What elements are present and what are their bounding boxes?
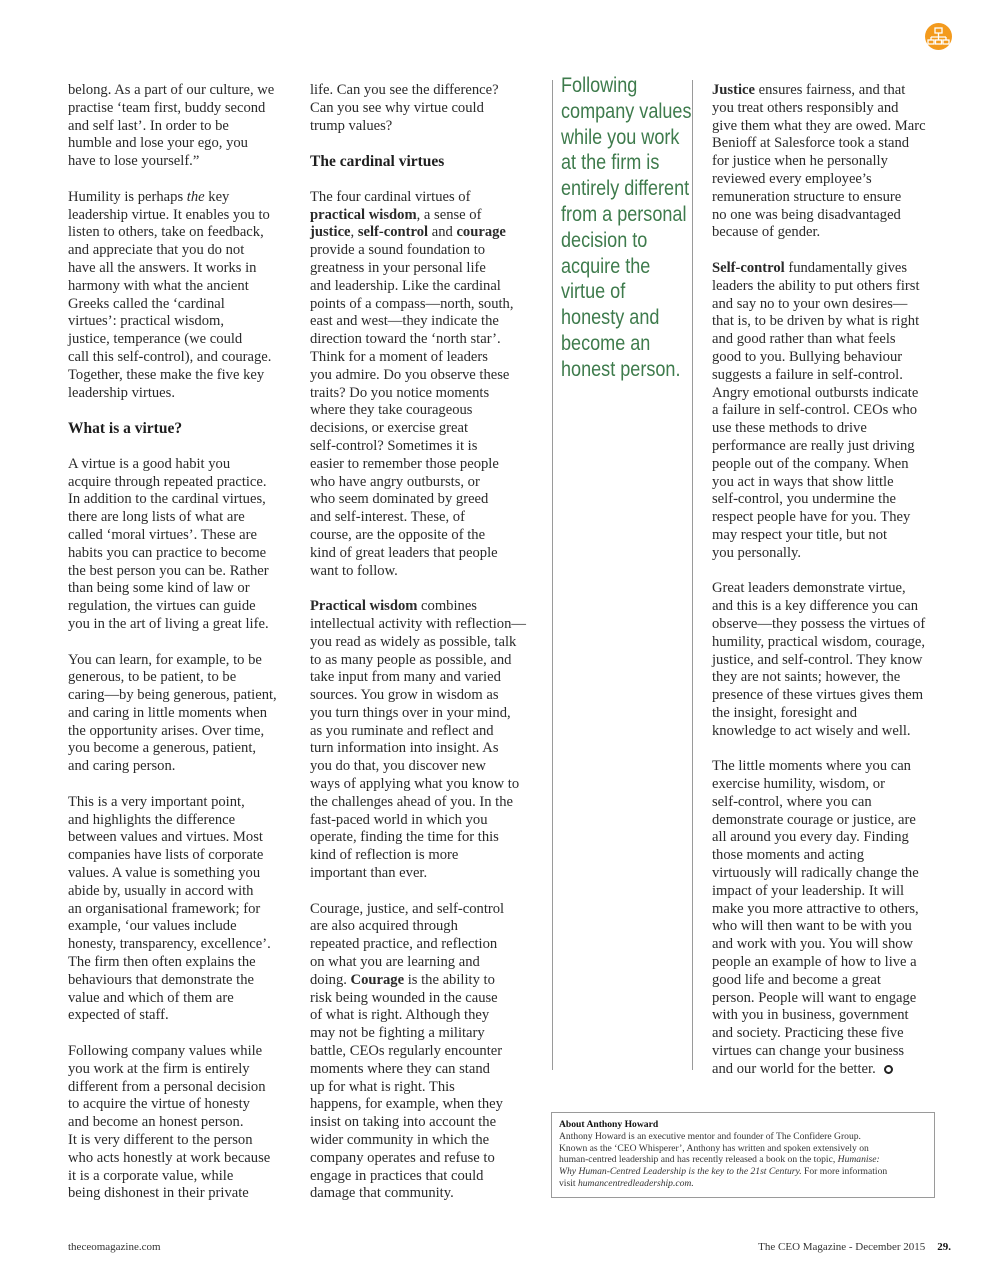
text-line: The four cardinal virtues of xyxy=(310,188,471,205)
text-line xyxy=(310,883,542,901)
italic-text: humancentredleadership.com. xyxy=(577,1177,694,1189)
pull-quote-line: decision to xyxy=(561,227,648,252)
text-line: and our world for the better. xyxy=(712,1061,944,1079)
text-line: you read as widely as possible, talk xyxy=(310,633,517,650)
text-line: Following company values while xyxy=(68,1043,263,1060)
footer-site: theceomagazine.com xyxy=(68,1241,161,1253)
text-line: decisions, or exercise great xyxy=(310,420,469,437)
text-line xyxy=(68,402,300,420)
text-line: humble and lose your ego, you xyxy=(68,135,248,152)
text-line: being dishonest in their private xyxy=(68,1185,249,1202)
text-line: self-control, where you can xyxy=(712,793,872,810)
text-line: value and which of them are xyxy=(68,989,234,1006)
text-line: You can learn, for example, to be xyxy=(68,651,262,668)
text-line: the insight, foresight and xyxy=(712,704,858,721)
text-line: behaviours that demonstrate the xyxy=(68,971,255,988)
author-bio-line: Known as the ‘CEO Whisperer’, Anthony has written and spoken extensively on xyxy=(559,1142,869,1154)
text-line: virtues can change your business xyxy=(712,1043,905,1060)
text-line: you work at the firm is entirely xyxy=(68,1060,250,1077)
text-line: greatness in your personal life xyxy=(310,259,486,276)
pull-quote-line: acquire the xyxy=(561,253,651,278)
author-bio-line: Why Human-Centred Leadership is the key to the 21st Century. For more information xyxy=(559,1166,888,1178)
text-line: belong. As a part of our culture, we xyxy=(68,82,275,98)
text-line: kind of reflection is more xyxy=(310,847,459,864)
text-line: and self last’. In order to be xyxy=(68,117,229,134)
text-line: and self-interest. These, of xyxy=(310,509,465,526)
article-column-1 xyxy=(68,82,300,1203)
text-line: who will then want to be with you xyxy=(712,918,912,935)
text-line: you treat others responsibly and xyxy=(712,99,899,116)
text-line xyxy=(68,634,300,652)
text-line: where they take courageous xyxy=(310,402,473,419)
text-line: easier to remember those people xyxy=(310,455,499,472)
text-line: good to you. Bullying behaviour xyxy=(712,348,903,365)
text-line: Think for a moment of leaders xyxy=(310,348,488,365)
article-column-2 xyxy=(310,82,542,1203)
text-line: traits? Do you notice moments xyxy=(310,384,490,401)
author-bio-line: Anthony Howard is an executive mentor and founder of The Confidere Group. xyxy=(559,1130,861,1142)
text-line: battle, CEOs regularly encounter xyxy=(310,1043,503,1060)
text-line: reviewed every employee’s xyxy=(712,170,872,187)
text-line: with you in business, government xyxy=(712,1007,909,1024)
text-line: This is a very important point, xyxy=(68,793,245,810)
text-line: as you ruminate and reflect and xyxy=(310,722,494,739)
text-line: between values and virtues. Most xyxy=(68,829,263,846)
text-line: a failure in self-control. CEOs who xyxy=(712,402,918,419)
text-line: Greeks called the ‘cardinal xyxy=(68,295,225,312)
text-line: and leadership. Like the cardinal xyxy=(310,277,501,294)
text-line: Practical wisdom combines xyxy=(310,598,477,615)
text-line: direction toward the ‘north star’. xyxy=(310,331,501,348)
text-line: an organisational framework; for xyxy=(68,900,261,917)
text-line: those moments and acting xyxy=(712,847,864,864)
text-line: no one was being disadvantaged xyxy=(712,206,901,223)
text-line xyxy=(310,171,542,189)
text-line: impact of your leadership. It will xyxy=(712,882,905,899)
author-bio-line: visit humancentredleadership.com. xyxy=(559,1177,694,1189)
bold-term: justice xyxy=(310,224,351,241)
text-line: ways of applying what you know to xyxy=(310,776,520,793)
italic-text: Humanise: xyxy=(837,1154,880,1166)
text-line: engage in practices that could xyxy=(310,1167,484,1184)
text-line: up for what is right. This xyxy=(310,1078,455,1095)
text-line: self-control? Sometimes it is xyxy=(310,437,478,454)
text-line: east and west—they indicate the xyxy=(310,313,499,330)
text-line xyxy=(68,171,300,189)
text-line: they are not saints; however, the xyxy=(712,669,901,686)
bold-term: Courage xyxy=(350,971,405,988)
article-column-3 xyxy=(712,82,944,1079)
text-line: justice, and self-control. They know xyxy=(712,651,923,668)
text-line: give them what they are owed. Marc xyxy=(712,117,926,134)
text-line: and caring person. xyxy=(68,758,176,775)
text-line: you personally. xyxy=(712,544,802,561)
text-line: and become an honest person. xyxy=(68,1114,244,1131)
text-line: self-control, you undermine the xyxy=(712,491,896,508)
text-line: abide by, usually in accord with xyxy=(68,882,254,899)
text-line: In addition to the cardinal virtues, xyxy=(68,491,266,508)
text-line: and this is a key difference you can xyxy=(712,598,918,615)
text-line xyxy=(712,563,944,581)
text-line: Great leaders demonstrate virtue, xyxy=(712,580,906,597)
text-line: It is very different to the person xyxy=(68,1132,253,1149)
text-line: remuneration structure to ensure xyxy=(712,188,902,205)
text-line: take input from many and varied xyxy=(310,669,501,686)
text-line: caring—by being generous, patient, xyxy=(68,687,277,704)
text-line: company operates and refuse to xyxy=(310,1149,495,1166)
text-line: are also acquired through xyxy=(310,918,458,935)
text-line xyxy=(310,580,542,598)
text-line xyxy=(68,1025,300,1043)
text-line: Courage, justice, and self-control xyxy=(310,900,505,917)
text-line: damage that community. xyxy=(310,1185,454,1202)
text-line: the best person you can be. Rather xyxy=(68,562,269,579)
text-line: justice, temperance (we could xyxy=(68,331,243,348)
text-line: person. People will want to engage xyxy=(712,989,917,1006)
text-line: who seem dominated by greed xyxy=(310,491,489,508)
text-line: and highlights the difference xyxy=(68,811,236,828)
text-line: practise ‘team first, buddy second xyxy=(68,99,266,116)
text-line: good life and become a great xyxy=(712,971,881,988)
pull-quote xyxy=(561,73,716,383)
italic-text: the xyxy=(186,188,205,205)
text-line: and say no to your own desires— xyxy=(712,295,908,312)
pull-quote-line: honesty and xyxy=(561,305,660,330)
text-line: people an example of how to live a xyxy=(712,954,917,971)
text-line xyxy=(68,438,300,456)
text-line: regulation, the virtues can guide xyxy=(68,598,256,615)
text-line: Can you see why virtue could xyxy=(310,99,484,116)
text-line: knowledge to act wisely and well. xyxy=(712,722,911,739)
text-line: and appreciate that you do not xyxy=(68,242,245,259)
text-line: operate, finding the time for this xyxy=(310,829,499,846)
text-line: there are long lists of what are xyxy=(68,509,245,526)
text-line: it is a corporate value, while xyxy=(68,1167,234,1184)
text-line: sources. You grow in wisdom as xyxy=(310,687,499,704)
text-line: values. A value is something you xyxy=(68,865,261,882)
text-line: trump values? xyxy=(310,117,393,134)
text-line: may respect your title, but not xyxy=(712,526,888,543)
text-line: want to follow. xyxy=(310,562,398,579)
text-line: who acts honestly at work because xyxy=(68,1149,271,1166)
text-line: harmony with what the ancient xyxy=(68,277,249,294)
text-line: and good rather than what feels xyxy=(712,331,896,348)
text-line: habits you can practice to become xyxy=(68,544,267,561)
text-line: virtues’: practical wisdom, xyxy=(68,313,225,330)
text-line: wider community in which the xyxy=(310,1132,490,1149)
text-line: to as many people as possible, and xyxy=(310,651,512,668)
text-line: Self-control fundamentally gives xyxy=(712,259,908,276)
text-line: to acquire the virtue of honesty xyxy=(68,1096,250,1113)
text-line: exercise humility, wisdom, or xyxy=(712,776,885,793)
text-line: example, ‘our values include xyxy=(68,918,237,935)
text-line: observe—they possess the virtues of xyxy=(712,615,926,632)
footer-issue-label: The CEO Magazine - December 2015 xyxy=(758,1241,926,1253)
page-number: 29. xyxy=(937,1241,951,1253)
text-line: doing. Courage is the ability to xyxy=(310,971,495,988)
pull-quote-line: honest person. xyxy=(561,356,681,381)
text-line: important than ever. xyxy=(310,865,428,882)
column-divider xyxy=(692,80,693,1070)
bold-term: self-control xyxy=(357,224,429,241)
text-line: kind of great leaders that people xyxy=(310,544,498,561)
text-line: expected of staff. xyxy=(68,1007,169,1024)
text-line: performance are really just driving xyxy=(712,437,915,454)
text-line: provide a sound foundation to xyxy=(310,242,486,259)
text-line: intellectual activity with reflection— xyxy=(310,615,526,632)
text-line: all around you every day. Finding xyxy=(712,829,909,846)
text-line: respect people have for you. They xyxy=(712,509,911,526)
bold-term: practical wisdom xyxy=(310,206,417,223)
text-line: who have angry outbursts, or xyxy=(310,473,480,490)
org-chart-icon xyxy=(925,23,952,50)
text-line: called ‘moral virtues’. These are xyxy=(68,526,257,543)
text-line: risk being wounded in the cause xyxy=(310,989,498,1006)
text-line: may not be fighting a military xyxy=(310,1025,485,1042)
text-line: repeated practice, and reflection xyxy=(310,936,498,953)
text-line: virtuously will radically change the xyxy=(712,865,919,882)
text-line: and work with you. You will show xyxy=(712,936,914,953)
text-line: moments where they can stand xyxy=(310,1060,490,1077)
text-line: Benioff at Salesforce took a stand xyxy=(712,135,910,152)
text-line: you become a generous, patient, xyxy=(68,740,257,757)
text-line: life. Can you see the difference? xyxy=(310,82,499,98)
text-line: insist on taking into account the xyxy=(310,1114,497,1131)
text-line: Angry emotional outbursts indicate xyxy=(712,384,919,401)
text-line: suggests a failure in self-control. xyxy=(712,366,903,383)
text-line: make you more attractive to others, xyxy=(712,900,919,917)
text-line: practical wisdom, a sense of xyxy=(310,206,482,223)
text-line: leaders the ability to put others first xyxy=(712,277,920,294)
text-line: honesty, transparency, excellence’. xyxy=(68,936,271,953)
end-circle-icon xyxy=(884,1065,893,1074)
author-bio-line: human-centred leadership and has recently released a book on the topic, Humanise: xyxy=(559,1154,880,1166)
text-line xyxy=(712,242,944,260)
text-line: you in the art of living a great life. xyxy=(68,615,269,632)
text-line: that is, to be driven by what is right xyxy=(712,313,920,330)
pull-quote-line: become an xyxy=(561,330,651,355)
pull-quote-line: entirely different xyxy=(561,176,690,201)
text-line xyxy=(712,740,944,758)
text-line: you act in ways that show little xyxy=(712,473,894,490)
author-bio-title: About Anthony Howard xyxy=(559,1119,659,1130)
text-line xyxy=(68,776,300,794)
text-line: justice, self-control and courage xyxy=(310,224,506,241)
column-divider xyxy=(552,80,553,1070)
text-line: you do that, you discover new xyxy=(310,758,486,775)
text-line: the challenges ahead of you. In the xyxy=(310,793,514,810)
italic-text: Why Human-Centred Leadership is the key to the 21st Century. xyxy=(559,1166,802,1178)
pull-quote-line: while you work xyxy=(561,124,680,149)
text-line: acquire through repeated practice. xyxy=(68,473,267,490)
text-line: of what is right. Although they xyxy=(310,1007,490,1024)
pull-quote-line: at the firm is xyxy=(561,150,660,175)
text-line: people out of the company. When xyxy=(712,455,909,472)
text-line: use these methods to drive xyxy=(712,420,867,437)
text-line: have all the answers. It works in xyxy=(68,259,257,276)
text-line: Justice ensures fairness, and that xyxy=(712,82,906,98)
text-line: demonstrate courage or justice, are xyxy=(712,811,916,828)
pull-quote-line: Following xyxy=(561,73,638,97)
text-line: The little moments where you can xyxy=(712,758,911,775)
text-line: have to lose yourself.” xyxy=(68,153,200,170)
text-line: presence of these virtues gives them xyxy=(712,687,924,704)
text-line: listen to others, take on feedback, xyxy=(68,224,264,241)
text-line: because of gender. xyxy=(712,224,821,241)
text-line: fast-paced world in which you xyxy=(310,811,488,828)
text-line: companies have lists of corporate xyxy=(68,847,264,864)
text-line: A virtue is a good habit you xyxy=(68,455,231,472)
text-line: Humility is perhaps the key xyxy=(68,188,230,205)
pull-quote-line: from a personal xyxy=(561,201,687,226)
text-line: on what you are learning and xyxy=(310,954,480,971)
text-line: course, are the opposite of the xyxy=(310,526,486,543)
section-heading: The cardinal virtues xyxy=(310,153,445,171)
text-line: you turn things over in your mind, xyxy=(310,704,511,721)
text-line xyxy=(310,135,542,153)
text-line: leadership virtue. It enables you to xyxy=(68,206,270,223)
text-line: call this self-control), and courage. xyxy=(68,348,272,365)
author-bio-box xyxy=(551,1112,935,1198)
text-line: than being some kind of law or xyxy=(68,580,250,597)
bold-term: courage xyxy=(456,224,506,241)
text-line: humility, practical wisdom, courage, xyxy=(712,633,926,650)
text-line: for justice when he personally xyxy=(712,153,888,170)
text-line: generous, to be patient, to be xyxy=(68,669,237,686)
footer-issue xyxy=(758,1241,951,1253)
text-line: different from a personal decision xyxy=(68,1078,266,1095)
pull-quote-line: virtue of xyxy=(561,279,626,304)
pull-quote-line: company values xyxy=(561,98,692,123)
text-line: and society. Practicing these five xyxy=(712,1025,904,1042)
text-line: you admire. Do you observe these xyxy=(310,366,510,383)
text-line: happens, for example, when they xyxy=(310,1096,503,1113)
text-line: the opportunity arises. Over time, xyxy=(68,722,265,739)
section-heading: What is a virtue? xyxy=(68,420,183,438)
text-line: points of a compass—north, south, xyxy=(310,295,514,312)
bold-term: Practical wisdom xyxy=(310,598,418,615)
bold-term: Self-control xyxy=(712,259,785,276)
text-line: Together, these make the five key xyxy=(68,366,265,383)
text-line: and caring in little moments when xyxy=(68,704,267,721)
text-line: The firm then often explains the xyxy=(68,954,256,971)
bold-term: Justice xyxy=(712,82,755,98)
text-line: turn information into insight. As xyxy=(310,740,499,757)
text-line: leadership virtues. xyxy=(68,384,175,401)
